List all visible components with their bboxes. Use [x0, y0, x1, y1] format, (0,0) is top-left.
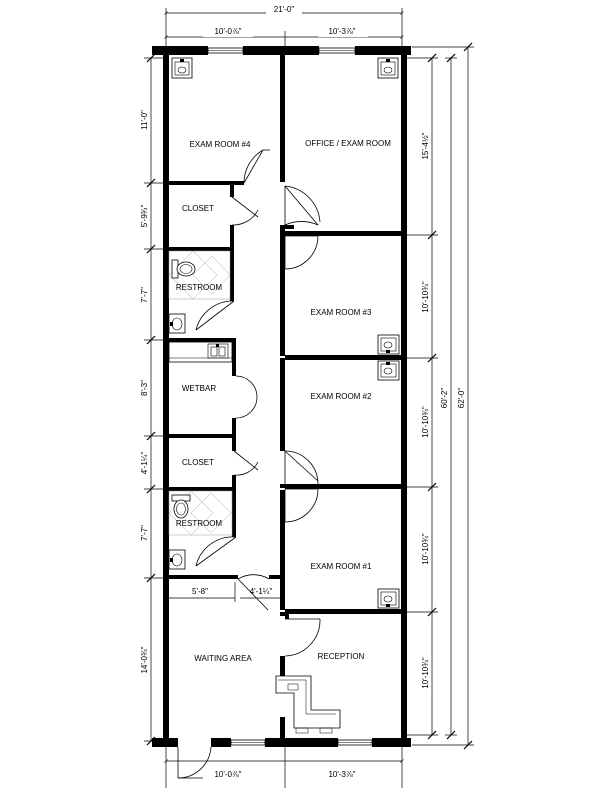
dim-inner-4-1: 4'-1¼" [249, 587, 273, 596]
room-label-closet-1: CLOSET [181, 204, 215, 213]
dim-right-5: 10'-10¾" [421, 657, 430, 689]
dim-right-inner-total: 60'-2" [440, 387, 449, 409]
dim-left-1: 11'-0" [140, 110, 149, 130]
room-label-office-exam: OFFICE / EXAM ROOM [305, 139, 391, 148]
dim-left-3: 7'-7" [140, 287, 149, 303]
restroom-sink-icon [169, 314, 185, 333]
room-label-exam-2: EXAM ROOM #2 [310, 392, 372, 401]
dim-left-6: 7'-7" [140, 525, 149, 541]
dim-left-7: 14'-0¾" [140, 646, 149, 674]
walls [152, 46, 411, 747]
room-label-exam-3: EXAM ROOM #3 [310, 308, 372, 317]
dim-right-2: 10'-10¾" [421, 281, 430, 313]
room-label-exam-1: EXAM ROOM #1 [310, 562, 372, 571]
dim-inner-5-8: 5'-8" [192, 587, 208, 596]
room-label-restroom-1: RESTROOM [175, 283, 223, 292]
dim-top-left: 10'-0⅞" [214, 27, 242, 36]
dim-left-2: 5'-9¾" [140, 204, 149, 228]
room-label-restroom-2: RESTROOM [175, 519, 223, 528]
room-label-wetbar: WETBAR [181, 384, 217, 393]
reception-desk [276, 676, 340, 733]
room-label-waiting-area: WAITING AREA [194, 654, 252, 663]
sink-icon [378, 335, 399, 354]
dim-left-4: 8'-3" [140, 380, 149, 396]
sink-icon [378, 58, 398, 78]
dim-right-1: 15'-4½" [421, 132, 430, 160]
dim-left-5: 4'-1¼" [140, 451, 149, 475]
dim-right-3: 10'-10¾" [421, 406, 430, 438]
dim-bottom-right: 10'-3⅞" [328, 770, 356, 779]
dim-right-4: 10'-10¾" [421, 533, 430, 565]
room-label-exam-4: EXAM ROOM #4 [189, 140, 251, 149]
dim-top-right: 10'-3⅞" [328, 27, 356, 36]
toilet-icon [172, 260, 195, 278]
dim-top-overall: 21'-0" [273, 5, 295, 14]
sink-icon [378, 589, 399, 608]
restroom-sink-icon [169, 550, 185, 569]
toilet-icon [172, 495, 190, 518]
dim-right-outer-total: 62'-0" [457, 387, 466, 409]
wetbar-counter [169, 342, 232, 362]
sink-icon [172, 58, 192, 78]
dim-bottom-left: 10'-0⅞" [214, 770, 242, 779]
room-label-closet-2: CLOSET [181, 458, 215, 467]
sink-icon [378, 361, 399, 380]
room-label-reception: RECEPTION [317, 652, 365, 661]
